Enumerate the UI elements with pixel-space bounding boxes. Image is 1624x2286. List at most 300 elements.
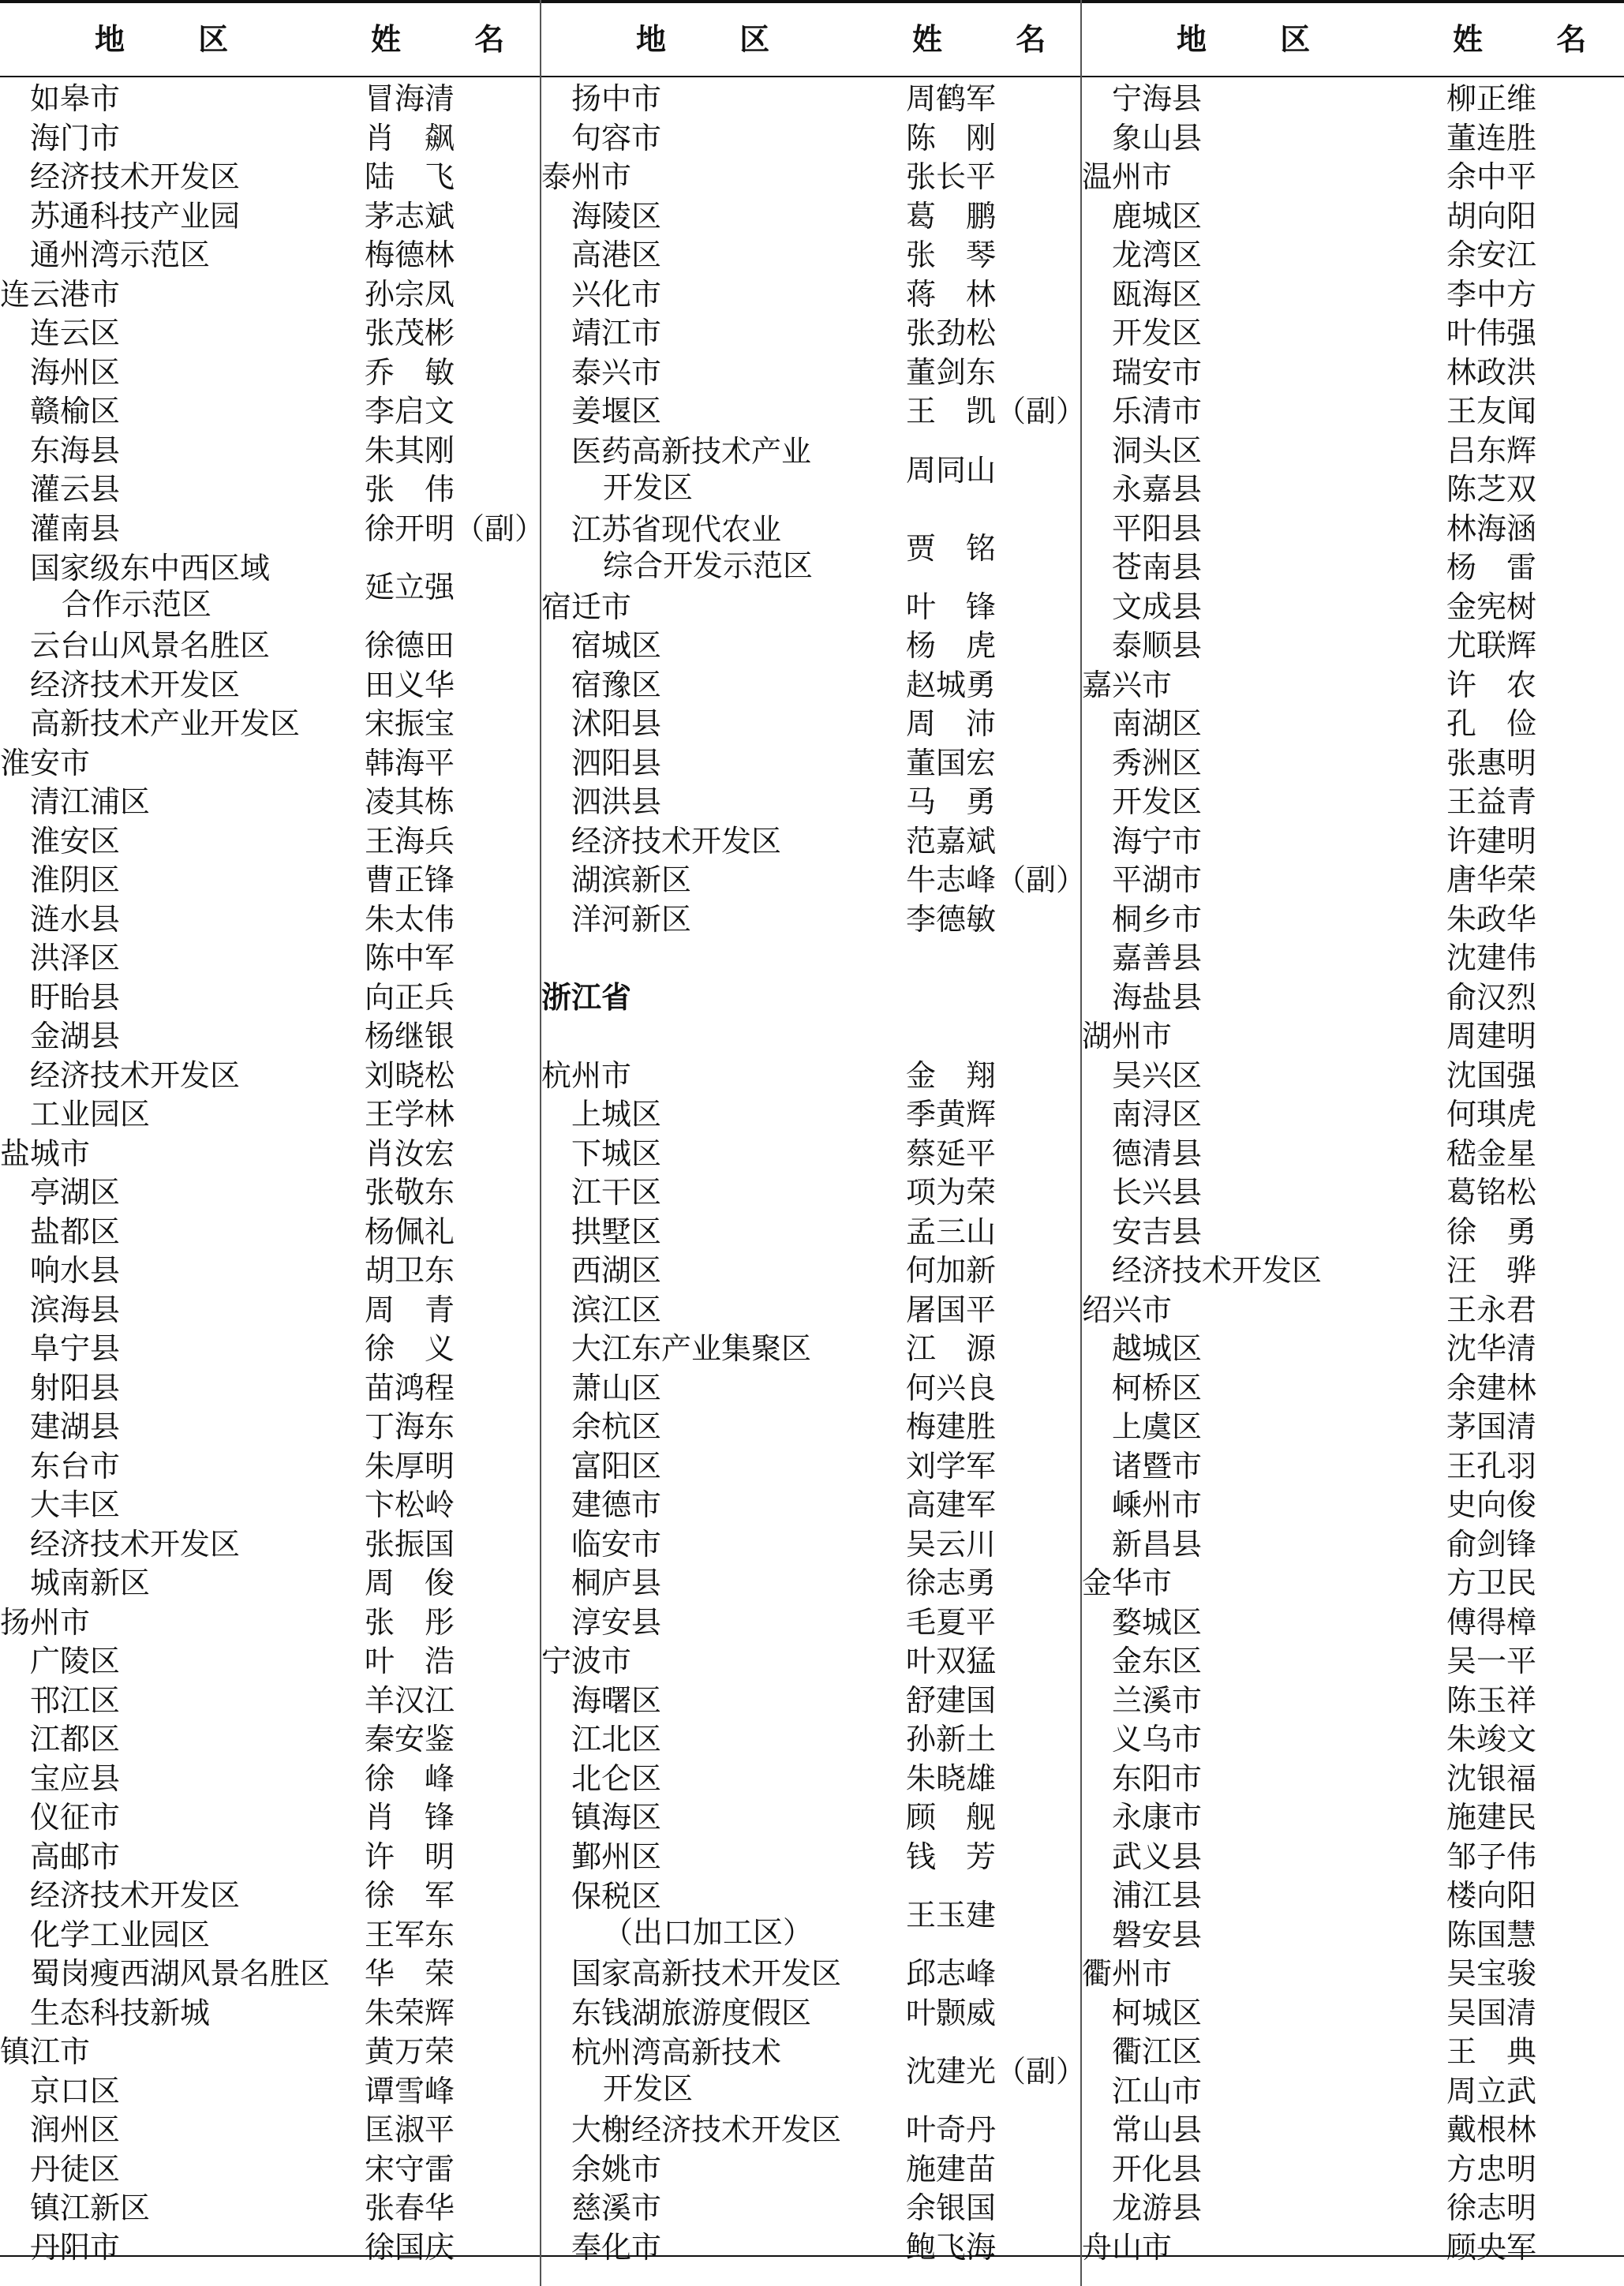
name-cell: 延立强 xyxy=(365,570,455,604)
table-row xyxy=(1082,1720,1622,1760)
region-cell: 苏通科技产业园 xyxy=(30,198,241,234)
name-cell: 秦安鉴 xyxy=(365,1722,455,1757)
table-row xyxy=(541,1447,1081,1487)
table-row xyxy=(1082,236,1622,275)
name-cell: 周 沛 xyxy=(906,706,997,741)
name-cell: 徐国庆 xyxy=(365,2229,455,2265)
region-cell: 仪征市 xyxy=(30,1800,121,1835)
table-row xyxy=(0,548,540,627)
name-cell: 吴一平 xyxy=(1446,1644,1537,1678)
name-cell: 葛铭松 xyxy=(1446,1175,1537,1210)
region-cell xyxy=(541,2033,781,2107)
region-cell: 洋河新区 xyxy=(571,901,692,937)
name-cell: 徐志勇 xyxy=(906,1566,997,1600)
table-row xyxy=(1082,861,1622,900)
name-cell: 陈中军 xyxy=(365,941,455,975)
region-cell: 扬州市 xyxy=(0,1604,91,1640)
region-cell: 亭湖区 xyxy=(30,1175,121,1210)
region-cell: 常山县 xyxy=(1112,2112,1203,2147)
table-row xyxy=(541,588,1081,627)
region-line-1: 保税区 xyxy=(571,1879,662,1914)
name-cell: 李中方 xyxy=(1446,276,1537,312)
name-cell: 徐 峰 xyxy=(365,1760,455,1796)
table-row xyxy=(1082,119,1622,159)
table-row xyxy=(1082,1682,1622,1721)
table-row xyxy=(541,861,1087,900)
name-cell: 王友闻 xyxy=(1446,394,1537,428)
table-row xyxy=(0,2228,540,2268)
name-cell: 徐德田 xyxy=(365,628,455,663)
region-cell: 邗江区 xyxy=(30,1682,121,1718)
table-row xyxy=(541,1408,1081,1447)
name-cell: 张振国 xyxy=(365,1526,455,1562)
region-cell: 柯桥区 xyxy=(1112,1370,1203,1405)
name-cell: 徐 军 xyxy=(365,1878,455,1913)
table-row xyxy=(1082,1369,1622,1409)
name-cell: 韩海平 xyxy=(365,745,455,780)
region-cell: 杭州市 xyxy=(541,1057,632,1093)
region-cell: 宝应县 xyxy=(30,1760,121,1796)
region-cell: 经济技术开发区 xyxy=(30,1526,241,1562)
table-row xyxy=(0,432,540,471)
table-row xyxy=(541,705,1081,744)
name-cell: 朱厚明 xyxy=(365,1448,455,1483)
name-cell: 舒建国 xyxy=(906,1682,997,1718)
region-cell: 润州区 xyxy=(30,2112,121,2147)
table-row xyxy=(0,783,540,822)
name-cell: 王永君 xyxy=(1446,1292,1537,1327)
region-cell: 大江东产业集聚区 xyxy=(571,1331,812,1366)
table-row xyxy=(0,861,540,900)
region-cell xyxy=(541,510,813,584)
region-cell: 开发区 xyxy=(1112,316,1203,350)
name-cell: 楼向阳 xyxy=(1446,1878,1537,1913)
region-cell xyxy=(0,548,270,623)
table-row xyxy=(1082,783,1622,822)
region-cell: 江都区 xyxy=(30,1722,121,1757)
name-cell: 叶 浩 xyxy=(365,1644,455,1678)
table-row xyxy=(0,1760,540,1799)
header-name: 姓 名 xyxy=(371,22,537,57)
name-cell: 王玉建 xyxy=(906,1898,997,1932)
table-row xyxy=(1082,1408,1622,1447)
table-row xyxy=(0,1642,540,1682)
table-row xyxy=(1082,588,1622,627)
name-cell: 史向俊 xyxy=(1446,1487,1537,1522)
name-cell: 顾 舰 xyxy=(906,1800,997,1835)
name-cell: 华 荣 xyxy=(365,1956,455,1991)
region-cell: 淮阴区 xyxy=(30,862,121,897)
header-region: 地 区 xyxy=(1177,22,1342,57)
province-heading xyxy=(541,978,1081,1018)
region-cell: 婺城区 xyxy=(1112,1604,1203,1640)
table-row xyxy=(1082,510,1622,549)
table-row xyxy=(0,1798,540,1838)
region-line-2: 合作示范区 xyxy=(62,587,212,622)
table-row xyxy=(541,392,1087,432)
name-cell: 乔 敏 xyxy=(365,354,455,390)
name-cell: 田义华 xyxy=(365,667,455,702)
region-line-2: 开发区 xyxy=(603,2071,694,2106)
name-cell: 向正兵 xyxy=(365,979,455,1015)
table-row xyxy=(1082,1095,1622,1135)
table-row xyxy=(0,939,540,978)
name-cell: 叶奇丹 xyxy=(906,2112,997,2147)
name-cell: 王 凯（副） xyxy=(906,394,1087,428)
name-cell: 杨 虎 xyxy=(906,628,997,663)
table-row xyxy=(541,939,1081,978)
table-row xyxy=(0,510,545,549)
table-row xyxy=(541,2228,1081,2268)
table-row xyxy=(1082,354,1622,393)
region-cell: 秀洲区 xyxy=(1112,745,1203,780)
table-row xyxy=(0,1994,540,2033)
name-cell: 陈芝双 xyxy=(1446,472,1537,507)
table-row xyxy=(0,1017,540,1057)
table-row xyxy=(1082,939,1622,978)
region-cell: 泰顺县 xyxy=(1112,628,1203,663)
region-cell: 海陵区 xyxy=(571,198,662,234)
header-name: 姓 名 xyxy=(912,22,1078,57)
region-cell: 国家高新技术开发区 xyxy=(571,1956,842,1991)
table-row xyxy=(0,1564,540,1603)
table-row xyxy=(1082,1447,1622,1487)
region-line-1: 江苏省现代农业 xyxy=(571,511,782,547)
region-cell: 上虞区 xyxy=(1112,1409,1203,1444)
region-cell: 泗洪县 xyxy=(571,784,662,819)
table-row xyxy=(1082,1291,1622,1330)
table-column-1 xyxy=(0,0,545,2286)
table-row xyxy=(1082,1330,1622,1369)
region-cell: 衢江区 xyxy=(1112,2034,1203,2069)
name-cell: 金 翔 xyxy=(906,1057,997,1093)
table-row xyxy=(0,1135,540,1174)
table-row xyxy=(0,705,540,744)
region-cell: 余姚市 xyxy=(571,2151,662,2187)
region-cell: 京口区 xyxy=(30,2073,121,2108)
region-cell: 柯城区 xyxy=(1112,1995,1203,2030)
name-cell: 吴国清 xyxy=(1446,1995,1537,2030)
name-cell: 朱竣文 xyxy=(1446,1722,1537,1757)
region-cell: 乐清市 xyxy=(1112,394,1203,428)
name-cell: 徐开明（副） xyxy=(365,511,545,546)
region-cell: 靖江市 xyxy=(571,316,662,350)
table-row xyxy=(1082,1564,1622,1603)
name-cell: 苗鸿程 xyxy=(365,1370,455,1405)
name-cell: 朱荣辉 xyxy=(365,1995,455,2030)
region-cell: 衢州市 xyxy=(1082,1956,1173,1991)
table-row xyxy=(541,1173,1081,1213)
region-cell: 龙游县 xyxy=(1112,2191,1203,2225)
name-cell: 茅国清 xyxy=(1446,1409,1537,1444)
table-row xyxy=(1082,2072,1622,2112)
name-cell: 王 典 xyxy=(1446,2034,1537,2069)
region-cell: 宿豫区 xyxy=(571,667,662,702)
table-row xyxy=(541,1994,1081,2033)
table-row xyxy=(541,822,1081,862)
table-row xyxy=(541,666,1081,705)
name-cell: 徐 勇 xyxy=(1446,1214,1537,1249)
rows xyxy=(0,80,545,2267)
table-row xyxy=(1082,392,1622,432)
name-cell: 叶双猛 xyxy=(906,1644,997,1678)
region-cell: 海曙区 xyxy=(571,1682,662,1718)
name-cell: 俞剑锋 xyxy=(1446,1526,1537,1562)
region-cell: 高邮市 xyxy=(30,1839,121,1874)
name-cell: 王海兵 xyxy=(365,823,455,859)
name-cell: 戴根林 xyxy=(1446,2112,1537,2147)
region-cell: 经济技术开发区 xyxy=(571,823,782,859)
table-row xyxy=(0,627,540,666)
region-cell: 瑞安市 xyxy=(1112,354,1203,390)
region-cell: 建德市 xyxy=(571,1487,662,1522)
region-cell: 桐乡市 xyxy=(1112,901,1203,937)
name-cell: 梅建胜 xyxy=(906,1409,997,1444)
region-cell: 高新技术产业开发区 xyxy=(30,706,301,741)
name-cell: 王军东 xyxy=(365,1917,455,1952)
name-cell: 陈国慧 xyxy=(1446,1917,1537,1952)
name-cell: 王孔羽 xyxy=(1446,1448,1537,1483)
table-row xyxy=(541,1525,1081,1565)
table-row xyxy=(1082,2111,1622,2150)
table-row xyxy=(0,2150,540,2190)
region-cell: 东钱湖旅游度假区 xyxy=(571,1995,812,2030)
region-cell: 浙江省 xyxy=(541,979,632,1015)
region-cell: 通州湾示范区 xyxy=(30,238,211,272)
region-cell: 上城区 xyxy=(571,1097,662,1132)
region-cell: 浦江县 xyxy=(1112,1878,1203,1913)
region-cell: 江山市 xyxy=(1112,2073,1203,2108)
name-cell: 张劲松 xyxy=(906,316,997,350)
name-cell: 葛 鹏 xyxy=(906,198,997,234)
region-cell: 新昌县 xyxy=(1112,1526,1203,1562)
table-row xyxy=(0,1369,540,1409)
region-cell: 沭阳县 xyxy=(571,706,662,741)
region-cell: 磐安县 xyxy=(1112,1917,1203,1952)
table-row xyxy=(541,119,1081,159)
table-row xyxy=(541,1057,1081,1096)
table-row xyxy=(541,1720,1081,1760)
table-row xyxy=(0,119,540,159)
region-cell: 萧山区 xyxy=(571,1370,662,1405)
region-cell: 涟水县 xyxy=(30,901,121,937)
table-row xyxy=(1082,1135,1622,1174)
name-cell: 蒋 林 xyxy=(906,276,997,312)
table-row xyxy=(541,783,1081,822)
name-cell: 周 俊 xyxy=(365,1566,455,1600)
region-cell: 绍兴市 xyxy=(1082,1292,1173,1327)
name-cell: 余安江 xyxy=(1446,238,1537,272)
name-cell: 丁海东 xyxy=(365,1409,455,1444)
region-cell: 东阳市 xyxy=(1112,1760,1203,1796)
name-cell: 肖 飙 xyxy=(365,120,455,155)
table-row xyxy=(541,432,1081,510)
name-cell: 王学林 xyxy=(365,1097,455,1132)
region-cell: 清江浦区 xyxy=(30,784,151,819)
name-cell: 张 琴 xyxy=(906,238,997,272)
region-line-1: 杭州湾高新技术 xyxy=(571,2035,782,2070)
table-row xyxy=(1082,900,1622,940)
table-column-2 xyxy=(541,0,1087,2286)
table-row xyxy=(0,978,540,1018)
name-cell: 季黄辉 xyxy=(906,1097,997,1132)
region-line-2: 综合开发示范区 xyxy=(603,548,814,583)
name-cell: 余银国 xyxy=(906,2191,997,2225)
region-cell: 南湖区 xyxy=(1112,706,1203,741)
region-cell: 城南新区 xyxy=(30,1566,151,1600)
name-cell: 范嘉斌 xyxy=(906,823,997,859)
name-cell: 羊汉江 xyxy=(365,1682,455,1718)
table-row xyxy=(0,900,540,940)
region-cell: 南浔区 xyxy=(1112,1097,1203,1132)
region-cell: 瓯海区 xyxy=(1112,276,1203,312)
table-row xyxy=(0,1682,540,1721)
region-cell: 安吉县 xyxy=(1112,1214,1203,1249)
table-row xyxy=(1082,744,1622,784)
name-cell: 肖 锋 xyxy=(365,1800,455,1835)
name-cell: 王益青 xyxy=(1446,784,1537,819)
region-cell: 经济技术开发区 xyxy=(30,1878,241,1913)
name-cell: 朱晓雄 xyxy=(906,1760,997,1796)
name-cell: 徐志明 xyxy=(1446,2191,1537,2225)
name-cell: 嵇金星 xyxy=(1446,1136,1537,1171)
table-row xyxy=(0,2033,540,2072)
region-cell: 开发区 xyxy=(1112,784,1203,819)
region-cell: 永康市 xyxy=(1112,1800,1203,1835)
region-cell: 宁海县 xyxy=(1112,81,1203,116)
table-row xyxy=(1082,1057,1622,1096)
name-cell: 杨佩礼 xyxy=(365,1214,455,1249)
region-cell: 大丰区 xyxy=(30,1487,121,1522)
table-row xyxy=(541,197,1081,237)
name-cell: 凌其栋 xyxy=(365,784,455,819)
region-cell: 义乌市 xyxy=(1112,1722,1203,1757)
name-cell: 赵城勇 xyxy=(906,667,997,702)
table-row xyxy=(541,1291,1081,1330)
table-row xyxy=(0,275,540,315)
name-cell: 吴云川 xyxy=(906,1526,997,1562)
name-cell: 屠国平 xyxy=(906,1292,997,1327)
table-row xyxy=(0,744,540,784)
table-row xyxy=(0,354,540,393)
table-row xyxy=(541,1369,1081,1409)
table-row xyxy=(1082,1994,1622,2033)
rows xyxy=(1082,80,1622,2267)
region-cell: 湖滨新区 xyxy=(571,862,692,897)
name-cell: 方忠明 xyxy=(1446,2151,1537,2187)
region-cell: 淮安市 xyxy=(0,745,91,780)
table-row xyxy=(0,1838,540,1877)
header-name: 姓 名 xyxy=(1453,22,1618,57)
table-row xyxy=(541,744,1081,784)
table-row xyxy=(1082,666,1622,705)
region-cell: 兴化市 xyxy=(571,276,662,312)
table-row xyxy=(541,1486,1081,1525)
table-row xyxy=(541,2150,1081,2190)
table-row xyxy=(1082,1486,1622,1525)
region-cell: 平阳县 xyxy=(1112,511,1203,546)
region-cell: 平湖市 xyxy=(1112,862,1203,897)
name-cell: 施建民 xyxy=(1446,1800,1537,1835)
table-row xyxy=(541,2189,1081,2228)
name-cell: 林政洪 xyxy=(1446,354,1537,390)
region-cell: 金东区 xyxy=(1112,1644,1203,1678)
name-cell: 叶颢威 xyxy=(906,1995,997,2030)
table-row xyxy=(0,1057,540,1096)
table-row xyxy=(0,1876,540,1916)
name-cell: 曹正锋 xyxy=(365,862,455,897)
table-row xyxy=(1082,627,1622,666)
region-cell: 海州区 xyxy=(30,354,121,390)
table-row xyxy=(0,197,540,237)
table-row xyxy=(1082,158,1622,197)
table-row xyxy=(0,1955,540,1994)
table-row xyxy=(1082,275,1622,315)
region-cell: 吴兴区 xyxy=(1112,1057,1203,1093)
name-cell: 宋振宝 xyxy=(365,706,455,741)
table-row xyxy=(1082,197,1622,237)
region-cell: 经济技术开发区 xyxy=(1112,1253,1323,1288)
region-cell: 淳安县 xyxy=(571,1604,662,1640)
name-cell: 钱 芳 xyxy=(906,1839,997,1874)
table-row xyxy=(541,275,1081,315)
region-cell: 扬中市 xyxy=(571,81,662,116)
region-cell: 滨江区 xyxy=(571,1292,662,1327)
name-cell: 贾 铭 xyxy=(906,530,997,566)
region-cell: 诸暨市 xyxy=(1112,1448,1203,1483)
region-cell: 洪泽区 xyxy=(30,941,121,975)
region-cell: 鄞州区 xyxy=(571,1839,662,1874)
table-row xyxy=(541,314,1081,354)
name-cell: 茅志斌 xyxy=(365,198,455,234)
region-cell: 连云区 xyxy=(30,316,121,350)
table-row xyxy=(0,1252,540,1291)
table-row xyxy=(1082,1760,1622,1799)
name-cell: 张长平 xyxy=(906,159,997,194)
region-cell: 丹徒区 xyxy=(30,2151,121,2187)
name-cell: 董国宏 xyxy=(906,745,997,780)
region-cell: 慈溪市 xyxy=(571,2191,662,2225)
table-row xyxy=(1082,314,1622,354)
name-cell: 徐 义 xyxy=(365,1331,455,1366)
region-cell: 连云港市 xyxy=(0,276,121,312)
region-cell: 金湖县 xyxy=(30,1019,121,1053)
table-row xyxy=(541,1252,1081,1291)
region-cell: 温州市 xyxy=(1082,159,1173,194)
region-cell: 宁波市 xyxy=(541,1644,632,1678)
name-cell: 林海涵 xyxy=(1446,511,1537,546)
name-cell: 朱其刚 xyxy=(365,432,455,468)
name-cell: 蔡延平 xyxy=(906,1136,997,1171)
region-cell: 海宁市 xyxy=(1112,823,1203,859)
region-cell: 象山县 xyxy=(1112,120,1203,155)
region-cell: 桐庐县 xyxy=(571,1566,662,1600)
region-cell: 淮安区 xyxy=(30,823,121,859)
table-row xyxy=(541,627,1081,666)
region-cell: 泗阳县 xyxy=(571,745,662,780)
region-cell: 临安市 xyxy=(571,1526,662,1562)
name-cell: 何兴良 xyxy=(906,1370,997,1405)
name-cell: 冒海清 xyxy=(365,81,455,116)
region-cell: 奉化市 xyxy=(571,2229,662,2265)
region-cell: 嵊州市 xyxy=(1112,1487,1203,1522)
name-cell: 鲍飞海 xyxy=(906,2229,997,2265)
name-cell: 刘学军 xyxy=(906,1448,997,1483)
table-row xyxy=(0,392,540,432)
name-cell: 陆 飞 xyxy=(365,159,455,194)
name-cell: 施建苗 xyxy=(906,2151,997,2187)
region-cell: 越城区 xyxy=(1112,1331,1203,1366)
